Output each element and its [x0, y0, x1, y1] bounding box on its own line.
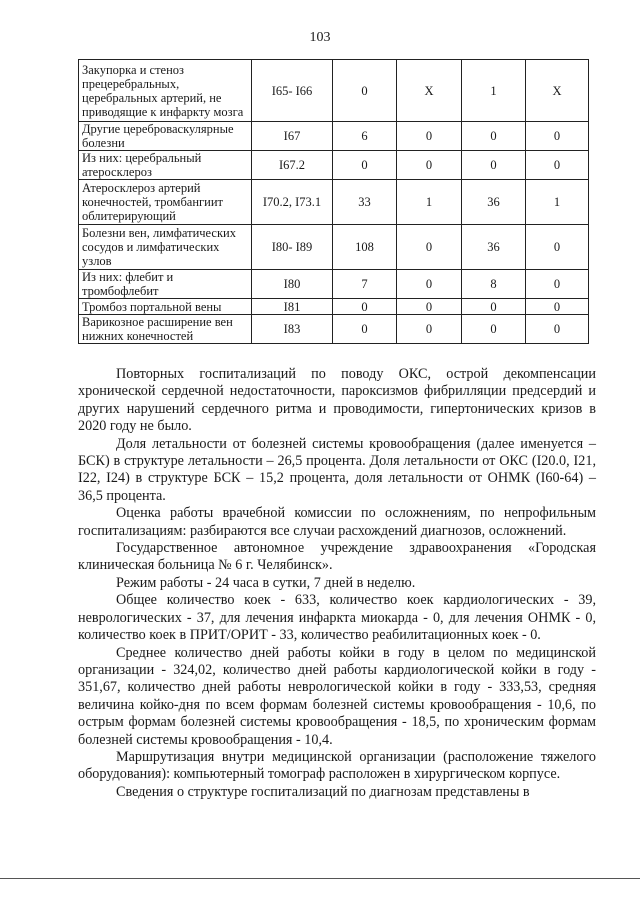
paragraph: Общее количество коек - 633, количество коек кардиологических - 39, неврологических - 37, для лечения инфаркта миокарда - 0, для лечения ОНМК - 0, количество коек в ПРИТ/ОРИТ - 33, количество реабилитационных коек - 0. — [78, 592, 596, 644]
row-value: 0 — [333, 299, 397, 315]
page-number: 103 — [309, 30, 331, 45]
row-label: Варикозное расширение вен нижних конечностей — [79, 315, 252, 344]
row-code: I80 — [252, 270, 333, 299]
row-value: 0 — [397, 315, 462, 344]
paragraph: Сведения о структуре госпитализаций по диагнозам представлены в — [116, 783, 530, 800]
paragraph: Доля летальности от болезней системы кровообращения (далее именуется – БСК) в структуре летальности – 26,5 процента. Доля летальности от ОКС (I20.0, I21, I22, I24) в структуре БСК – 15,2 процента, доля летальности от ОНМК (I60-64) – 36,5 процента. — [78, 435, 596, 504]
row-value: 0 — [526, 151, 589, 180]
paragraph: Маршрутизация внутри медицинской организации (расположение тяжелого оборудования): компьютерный томограф расположен в хирургическом корпусе. — [78, 748, 596, 783]
row-label: Атеросклероз артерий конечностей, тромбангиит облитерирующий — [79, 180, 252, 225]
table-row — [79, 151, 589, 180]
row-value: 108 — [333, 225, 397, 270]
footer-divider — [0, 878, 640, 879]
row-value: 0 — [526, 299, 589, 315]
row-label: Из них: церебральный атеросклероз — [79, 151, 252, 180]
row-value: 0 — [333, 60, 397, 122]
paragraph: Повторных госпитализаций по поводу ОКС, острой декомпенсации хронической сердечной недостаточности, пароксизмов фибрилляции предсердий и других нарушений сердечного ритма и проводимости, гипертонических кризов в 2020 году не было. — [78, 366, 596, 435]
row-value: 0 — [462, 151, 526, 180]
row-value: 0 — [397, 225, 462, 270]
row-value: 0 — [526, 122, 589, 151]
row-code: I80- I89 — [252, 225, 333, 270]
paragraph: Государственное автономное учреждение здравоохранения «Городская клиническая больница № 6 г. Челябинск». — [78, 540, 596, 574]
paragraph: Среднее количество дней работы койки в году в целом по медицинской организации - 324,02, количество дней работы кардиологической койки в году - 351,67, количество дней работы неврологической койки в году - 333,53, средняя величина койко-дня по всем формам болезней системы кровообращения - 10,6, по острым формам болезней системы кровообращения - 18,5, по хроническим формам болезней системы кровообращения - 10,4. — [78, 644, 596, 748]
row-value: X — [397, 60, 462, 122]
row-label: Другие цереброваскулярные болезни — [79, 122, 252, 151]
row-label: Тромбоз портальной вены — [79, 299, 252, 315]
table-row — [79, 299, 589, 315]
row-value: 0 — [526, 225, 589, 270]
row-value: 0 — [397, 270, 462, 299]
row-value: 1 — [462, 60, 526, 122]
row-code: I81 — [252, 299, 333, 315]
table-row — [79, 225, 589, 270]
row-value: X — [526, 60, 589, 122]
row-value: 0 — [397, 151, 462, 180]
row-value: 0 — [397, 299, 462, 315]
row-value: 0 — [526, 315, 589, 344]
table-row — [79, 122, 589, 151]
table-row — [79, 315, 589, 344]
row-value: 36 — [462, 180, 526, 225]
paragraph: Режим работы - 24 часа в сутки, 7 дней в неделю. — [116, 574, 416, 591]
row-label: Из них: флебит и тромбофлебит — [79, 270, 252, 299]
row-value: 0 — [333, 151, 397, 180]
row-value: 0 — [462, 299, 526, 315]
row-code: I67.2 — [252, 151, 333, 180]
row-value: 0 — [462, 122, 526, 151]
row-code: I65- I66 — [252, 60, 333, 122]
row-value: 8 — [462, 270, 526, 299]
row-value: 36 — [462, 225, 526, 270]
row-value: 0 — [397, 122, 462, 151]
table-row — [79, 180, 589, 225]
row-value: 0 — [526, 270, 589, 299]
table-row — [79, 270, 589, 299]
row-code: I83 — [252, 315, 333, 344]
diagnosis-table — [78, 59, 589, 344]
row-label: Закупорка и стеноз прецеребральных, церебральных артерий, не приводящие к инфаркту мозга — [79, 60, 252, 122]
row-label: Болезни вен, лимфатических сосудов и лимфатических узлов — [79, 225, 252, 270]
row-value: 1 — [526, 180, 589, 225]
row-value: 6 — [333, 122, 397, 151]
row-value: 33 — [333, 180, 397, 225]
row-code: I70.2, I73.1 — [252, 180, 333, 225]
paragraph: Оценка работы врачебной комиссии по осложнениям, по непрофильным госпитализациям: разбираются все случаи расхождений диагнозов, осложнений. — [78, 505, 596, 539]
row-value: 0 — [333, 315, 397, 344]
table-row — [79, 60, 589, 122]
row-code: I67 — [252, 122, 333, 151]
row-value: 7 — [333, 270, 397, 299]
row-value: 1 — [397, 180, 462, 225]
body-text — [78, 366, 596, 801]
row-value: 0 — [462, 315, 526, 344]
